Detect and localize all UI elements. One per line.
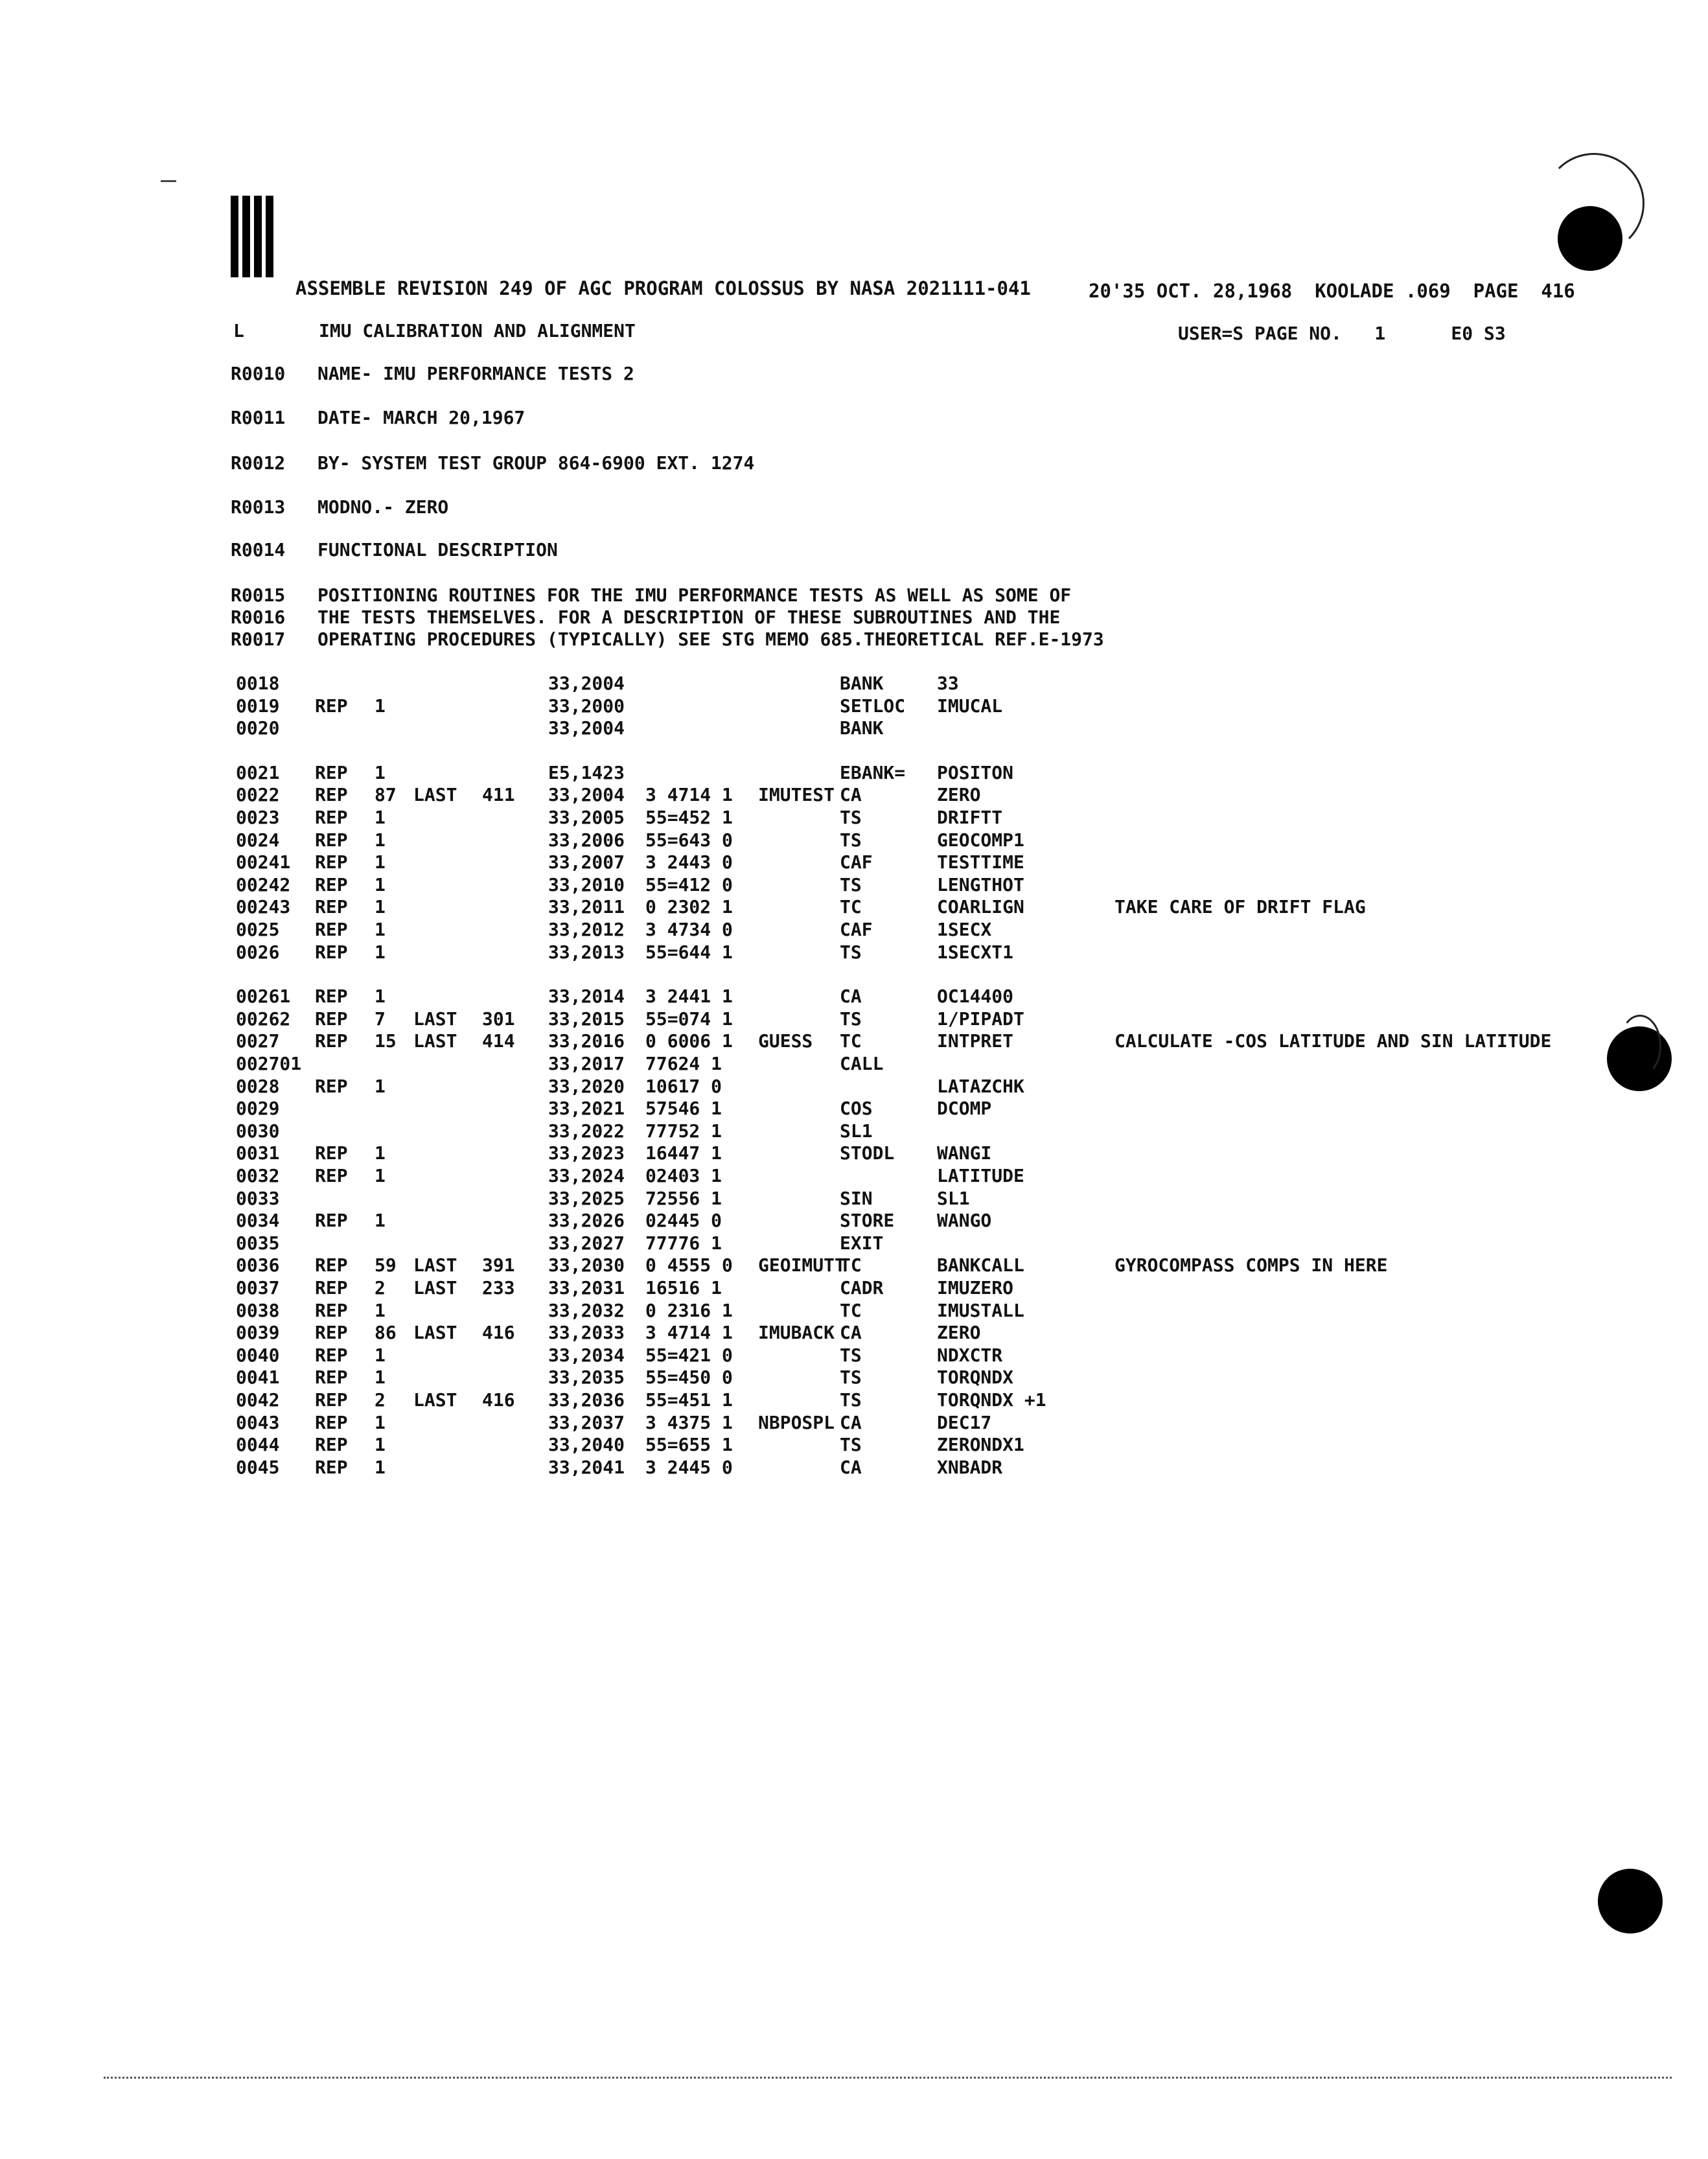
listing-addr: 33,2025 xyxy=(548,1187,625,1209)
listing-addr: 33,2005 xyxy=(548,807,625,828)
listing-code: 0 4555 0 xyxy=(645,1254,733,1276)
listing-num: 1 xyxy=(375,829,386,851)
listing-operand: ZERO xyxy=(937,1322,981,1344)
listing-row xyxy=(0,1322,1708,1344)
section-title: IMU CALIBRATION AND ALIGNMENT xyxy=(319,320,636,341)
listing-rep: REP xyxy=(315,941,348,963)
listing-code: 55=452 1 xyxy=(645,807,733,828)
listing-row xyxy=(0,1142,1708,1164)
listing-op: CA xyxy=(840,1456,862,1478)
listing-seq: 0039 xyxy=(236,1322,280,1344)
listing-seq: 00242 xyxy=(236,873,291,895)
remark-text: BY- SYSTEM TEST GROUP 864-6900 EXT. 1274 xyxy=(317,452,755,474)
listing-addr: 33,2034 xyxy=(548,1344,625,1366)
listing-last: LAST xyxy=(413,1322,457,1344)
listing-op: CA xyxy=(840,986,862,1008)
listing-seq: 0029 xyxy=(236,1098,280,1120)
remark-id: R0014 xyxy=(231,539,286,560)
listing-comment: TAKE CARE OF DRIFT FLAG xyxy=(1114,896,1366,918)
listing-label: IMUTEST xyxy=(758,784,835,806)
remark-text: MODNO.- ZERO xyxy=(317,496,449,518)
listing-addr: 33,2010 xyxy=(548,873,625,895)
listing-operand: BANKCALL xyxy=(937,1254,1024,1276)
listing-rep: REP xyxy=(315,1299,348,1321)
listing-addr: 33,2014 xyxy=(548,986,625,1008)
listing-op: SIN xyxy=(840,1187,873,1209)
listing-op: TS xyxy=(840,1389,862,1411)
listing-rep: REP xyxy=(315,1075,348,1097)
listing-seq: 0022 xyxy=(236,784,280,806)
listing-code: 3 4714 1 xyxy=(645,1322,733,1344)
listing-row xyxy=(0,1120,1708,1142)
listing-seq: 002701 xyxy=(236,1053,302,1074)
listing-op: TS xyxy=(840,829,862,851)
listing-seq: 0026 xyxy=(236,941,280,963)
listing-row xyxy=(0,1412,1708,1434)
listing-operand: LENGTHOT xyxy=(937,873,1024,895)
listing-lastnum: 416 xyxy=(482,1322,515,1344)
listing-seq: 00261 xyxy=(236,986,291,1008)
listing-lastnum: 391 xyxy=(482,1254,515,1276)
listing-addr: 33,2012 xyxy=(548,919,625,940)
listing-row xyxy=(0,896,1708,918)
listing-last: LAST xyxy=(413,1277,457,1299)
listing-row xyxy=(0,1030,1708,1052)
listing-code: 02403 1 xyxy=(645,1165,722,1186)
listing-rep: REP xyxy=(315,761,348,783)
listing-last: LAST xyxy=(413,1008,457,1030)
listing-code: 0 2316 1 xyxy=(645,1299,733,1321)
listing-lastnum: 416 xyxy=(482,1389,515,1411)
listing-addr: 33,2022 xyxy=(548,1120,625,1142)
listing-num: 2 xyxy=(375,1389,386,1411)
remark-id: R0013 xyxy=(231,496,286,518)
listing-op: CALL xyxy=(840,1053,884,1074)
listing-row xyxy=(0,1367,1708,1389)
listing-rep: REP xyxy=(315,1344,348,1366)
listing-row xyxy=(0,1008,1708,1030)
listing-code: 55=655 1 xyxy=(645,1434,733,1456)
listing-op: STORE xyxy=(840,1210,895,1232)
listing-addr: 33,2013 xyxy=(548,941,625,963)
listing-operand: DCOMP xyxy=(937,1098,992,1120)
listing-op: TS xyxy=(840,873,862,895)
listing-op: EXIT xyxy=(840,1232,884,1254)
listing-seq: 0045 xyxy=(236,1456,280,1478)
description-id: R0017 xyxy=(231,629,286,650)
listing-num: 1 xyxy=(375,1344,386,1366)
listing-addr: 33,2037 xyxy=(548,1411,625,1433)
listing-row xyxy=(0,673,1708,695)
listing-op: TS xyxy=(840,807,862,828)
listing-rep: REP xyxy=(315,986,348,1008)
listing-seq: 0037 xyxy=(236,1277,280,1299)
listing-seq: 0028 xyxy=(236,1075,280,1097)
listing-label: NBPOSPL xyxy=(758,1411,835,1433)
listing-code: 3 2441 1 xyxy=(645,986,733,1008)
listing-operand: TORQNDX xyxy=(937,1367,1014,1389)
listing-operand: DEC17 xyxy=(937,1411,992,1433)
listing-num: 1 xyxy=(375,941,386,963)
listing-rep: REP xyxy=(315,1456,348,1478)
listing-code: 02445 0 xyxy=(645,1210,722,1232)
listing-code: 3 4375 1 xyxy=(645,1411,733,1433)
listing-seq: 0035 xyxy=(236,1232,280,1254)
listing-seq: 0021 xyxy=(236,761,280,783)
listing-num: 59 xyxy=(375,1254,397,1276)
listing-addr: 33,2004 xyxy=(548,673,625,694)
listing-num: 15 xyxy=(375,1030,397,1052)
listing-code: 55=412 0 xyxy=(645,873,733,895)
listing-last: LAST xyxy=(413,1254,457,1276)
listing-code: 77752 1 xyxy=(645,1120,722,1142)
listing-operand: LATITUDE xyxy=(937,1165,1024,1186)
listing-num: 1 xyxy=(375,695,386,717)
listing-operand: 1SECX xyxy=(937,919,992,940)
listing-code: 0 2302 1 xyxy=(645,896,733,918)
listing-code: 55=421 0 xyxy=(645,1344,733,1366)
listing-last: LAST xyxy=(413,1030,457,1052)
listing-op: BANK xyxy=(840,717,884,739)
listing-last: LAST xyxy=(413,784,457,806)
listing-addr: 33,2041 xyxy=(548,1456,625,1478)
listing-operand: INTPRET xyxy=(937,1030,1014,1052)
listing-seq: 00243 xyxy=(236,896,291,918)
listing-rep: REP xyxy=(315,1277,348,1299)
listing-addr: 33,2040 xyxy=(548,1434,625,1456)
listing-num: 1 xyxy=(375,1411,386,1433)
listing-seq: 0044 xyxy=(236,1434,280,1456)
listing-addr: 33,2016 xyxy=(548,1030,625,1052)
listing-operand: TORQNDX +1 xyxy=(937,1389,1046,1411)
listing-op: TS xyxy=(840,1367,862,1389)
listing-row xyxy=(0,1389,1708,1411)
listing-row xyxy=(0,1277,1708,1299)
listing-rep: REP xyxy=(315,851,348,873)
listing-num: 1 xyxy=(375,1434,386,1456)
remark-id: R0012 xyxy=(231,452,286,474)
listing-code: 55=074 1 xyxy=(645,1008,733,1030)
listing-seq: 0034 xyxy=(236,1210,280,1232)
listing-num: 87 xyxy=(375,784,397,806)
listing-code: 55=451 1 xyxy=(645,1389,733,1411)
listing-op: TC xyxy=(840,896,862,918)
section-mark: L xyxy=(233,320,244,341)
listing-operand: POSITON xyxy=(937,761,1014,783)
listing-row xyxy=(0,941,1708,964)
listing-row xyxy=(0,829,1708,851)
listing-num: 1 xyxy=(375,1075,386,1097)
description-id: R0015 xyxy=(231,584,286,606)
listing-operand: ZERONDX1 xyxy=(937,1434,1024,1456)
listing-rep: REP xyxy=(315,873,348,895)
listing-seq: 0033 xyxy=(236,1187,280,1209)
listing-op: TS xyxy=(840,1344,862,1366)
listing-rep: REP xyxy=(315,919,348,940)
listing-seq: 00262 xyxy=(236,1008,291,1030)
listing-op: CAF xyxy=(840,851,873,873)
listing-num: 1 xyxy=(375,761,386,783)
listing-addr: 33,2000 xyxy=(548,695,625,717)
listing-addr: 33,2021 xyxy=(548,1098,625,1120)
listing-addr: 33,2006 xyxy=(548,829,625,851)
listing-num: 86 xyxy=(375,1322,397,1344)
listing-row xyxy=(0,1053,1708,1075)
listing-addr: 33,2017 xyxy=(548,1053,625,1074)
listing-row xyxy=(0,986,1708,1008)
listing-addr: 33,2020 xyxy=(548,1075,625,1097)
listing-label: GEOIMUTT xyxy=(758,1254,846,1276)
listing-operand: ZERO xyxy=(937,784,981,806)
listing-code: 55=644 1 xyxy=(645,941,733,963)
description-text: OPERATING PROCEDURES (TYPICALLY) SEE STG MEMO 685.THEORETICAL REF.E-1973 xyxy=(317,629,1104,650)
listing-addr: 33,2026 xyxy=(548,1210,625,1232)
listing-row xyxy=(0,851,1708,873)
listing-op: CADR xyxy=(840,1277,884,1299)
listing-addr: 33,2023 xyxy=(548,1142,625,1164)
listing-rep: REP xyxy=(315,784,348,806)
listing-row xyxy=(0,1434,1708,1456)
listing-code: 10617 0 xyxy=(645,1075,722,1097)
listing-code: 72556 1 xyxy=(645,1187,722,1209)
listing-seq: 00241 xyxy=(236,851,291,873)
listing-seq: 0038 xyxy=(236,1299,280,1321)
listing-operand: XNBADR xyxy=(937,1456,1003,1478)
listing-row xyxy=(0,807,1708,829)
listing-seq: 0027 xyxy=(236,1030,280,1052)
listing-seq: 0025 xyxy=(236,919,280,940)
listing-operand: NDXCTR xyxy=(937,1344,1003,1366)
listing-num: 2 xyxy=(375,1277,386,1299)
listing-op: CAF xyxy=(840,919,873,940)
listing-addr: 33,2032 xyxy=(548,1299,625,1321)
listing-addr: 33,2007 xyxy=(548,851,625,873)
listing-addr: 33,2011 xyxy=(548,896,625,918)
listing-seq: 0031 xyxy=(236,1142,280,1164)
listing-code: 55=643 0 xyxy=(645,829,733,851)
listing-row xyxy=(0,762,1708,784)
listing-addr: 33,2033 xyxy=(548,1322,625,1344)
listing-addr: 33,2015 xyxy=(548,1008,625,1030)
header-timestamp: 20'35 OCT. 28,1968 KOOLADE .069 PAGE 416 xyxy=(1089,280,1575,302)
listing-row xyxy=(0,1165,1708,1187)
listing-addr: 33,2036 xyxy=(548,1389,625,1411)
listing-num: 1 xyxy=(375,1456,386,1478)
listing-operand: IMUCAL xyxy=(937,695,1003,717)
description-text: THE TESTS THEMSELVES. FOR A DESCRIPTION OF THESE SUBROUTINES AND THE xyxy=(317,606,1061,628)
listing-operand: DRIFTT xyxy=(937,807,1003,828)
listing-row xyxy=(0,1188,1708,1210)
listing-op: SETLOC xyxy=(840,695,906,717)
remark-text: NAME- IMU PERFORMANCE TESTS 2 xyxy=(317,363,634,384)
listing-num: 1 xyxy=(375,1367,386,1389)
listing-op: EBANK= xyxy=(840,761,906,783)
description-id: R0016 xyxy=(231,606,286,628)
listing-operand: IMUZERO xyxy=(937,1277,1014,1299)
listing-code: 3 4714 1 xyxy=(645,784,733,806)
listing-num: 7 xyxy=(375,1008,386,1030)
listing-addr: 33,2004 xyxy=(548,717,625,739)
listing-lastnum: 233 xyxy=(482,1277,515,1299)
listing-num: 1 xyxy=(375,986,386,1008)
listing-lastnum: 414 xyxy=(482,1030,515,1052)
listing-seq: 0036 xyxy=(236,1254,280,1276)
listing-last: LAST xyxy=(413,1389,457,1411)
listing-op: TS xyxy=(840,1434,862,1456)
listing-rep: REP xyxy=(315,829,348,851)
listing-rep: REP xyxy=(315,1434,348,1456)
listing-rep: REP xyxy=(315,1210,348,1232)
listing-seq: 0024 xyxy=(236,829,280,851)
listing-op: COS xyxy=(840,1098,873,1120)
listing-lastnum: 301 xyxy=(482,1008,515,1030)
listing-rep: REP xyxy=(315,1008,348,1030)
listing-operand: 33 xyxy=(937,673,959,694)
listing-addr: 33,2031 xyxy=(548,1277,625,1299)
listing-row xyxy=(0,1098,1708,1120)
listing-operand: 1/PIPADT xyxy=(937,1008,1024,1030)
listing-code: 3 2445 0 xyxy=(645,1456,733,1478)
listing-addr: 33,2004 xyxy=(548,784,625,806)
listing-num: 1 xyxy=(375,873,386,895)
listing-addr: 33,2030 xyxy=(548,1254,625,1276)
listing-op: CA xyxy=(840,784,862,806)
listing-operand: COARLIGN xyxy=(937,896,1024,918)
listing-operand: SL1 xyxy=(937,1187,970,1209)
listing-code: 0 6006 1 xyxy=(645,1030,733,1052)
listing-code: 3 4734 0 xyxy=(645,919,733,940)
listing-operand: WANGI xyxy=(937,1142,992,1164)
listing-num: 1 xyxy=(375,851,386,873)
listing-rep: REP xyxy=(315,695,348,717)
listing-op: TS xyxy=(840,941,862,963)
listing-seq: 0030 xyxy=(236,1120,280,1142)
listing-op: STODL xyxy=(840,1142,895,1164)
listing-addr: 33,2035 xyxy=(548,1367,625,1389)
listing-rep: REP xyxy=(315,1254,348,1276)
listing-seq: 0032 xyxy=(236,1165,280,1186)
listing-seq: 0018 xyxy=(236,673,280,694)
listing-op: TC xyxy=(840,1299,862,1321)
listing-operand: WANGO xyxy=(937,1210,992,1232)
listing-row xyxy=(0,717,1708,739)
listing-row xyxy=(0,1457,1708,1479)
listing-op: TC xyxy=(840,1254,862,1276)
listing-operand: TESTTIME xyxy=(937,851,1024,873)
remark-id: R0011 xyxy=(231,407,286,428)
listing-addr: E5,1423 xyxy=(548,761,625,783)
listing-rep: REP xyxy=(315,1030,348,1052)
listing-rep: REP xyxy=(315,1142,348,1164)
listing-num: 1 xyxy=(375,919,386,940)
remark-text: DATE- MARCH 20,1967 xyxy=(317,407,525,428)
listing-row xyxy=(0,695,1708,717)
listing-row xyxy=(0,1300,1708,1322)
listing-num: 1 xyxy=(375,1299,386,1321)
remark-id: R0010 xyxy=(231,363,286,384)
remark-text: FUNCTIONAL DESCRIPTION xyxy=(317,539,558,560)
listing-seq: 0040 xyxy=(236,1344,280,1366)
listing-num: 1 xyxy=(375,896,386,918)
listing-seq: 0041 xyxy=(236,1367,280,1389)
listing-row xyxy=(0,784,1708,806)
listing-seq: 0019 xyxy=(236,695,280,717)
listing-row xyxy=(0,1076,1708,1098)
listing-op: BANK xyxy=(840,673,884,694)
listing-op: CA xyxy=(840,1322,862,1344)
listing-label: IMUBACK xyxy=(758,1322,835,1344)
listing-rep: REP xyxy=(315,1389,348,1411)
listing-code: 16447 1 xyxy=(645,1142,722,1164)
listing-lastnum: 411 xyxy=(482,784,515,806)
listing-op: CA xyxy=(840,1411,862,1433)
listing-operand: IMUSTALL xyxy=(937,1299,1024,1321)
listing-num: 1 xyxy=(375,1165,386,1186)
listing-operand: 1SECXT1 xyxy=(937,941,1014,963)
listing-rep: REP xyxy=(315,1322,348,1344)
listing-num: 1 xyxy=(375,1142,386,1164)
listing-code: 77776 1 xyxy=(645,1232,722,1254)
listing-row xyxy=(0,1345,1708,1367)
listing-row xyxy=(0,1210,1708,1232)
listing-comment: GYROCOMPASS COMPS IN HERE xyxy=(1114,1254,1388,1276)
description-text: POSITIONING ROUTINES FOR THE IMU PERFORMANCE TESTS AS WELL AS SOME OF xyxy=(317,584,1072,606)
user-page-number: USER=S PAGE NO. 1 E0 S3 xyxy=(1178,323,1506,344)
listing-seq: 0020 xyxy=(236,717,280,739)
listing-code: 77624 1 xyxy=(645,1053,722,1074)
listing-code: 3 2443 0 xyxy=(645,851,733,873)
listing-operand: GEOCOMP1 xyxy=(937,829,1024,851)
listing-addr: 33,2024 xyxy=(548,1165,625,1186)
listing-rep: REP xyxy=(315,1165,348,1186)
listing-rep: REP xyxy=(315,1411,348,1433)
listing-row xyxy=(0,874,1708,896)
listing-num: 1 xyxy=(375,807,386,828)
listing-op: TS xyxy=(840,1008,862,1030)
listing-seq: 0023 xyxy=(236,807,280,828)
listing-row xyxy=(0,1232,1708,1254)
listing-label: GUESS xyxy=(758,1030,813,1052)
listing-rep: REP xyxy=(315,807,348,828)
header-title: ASSEMBLE REVISION 249 OF AGC PROGRAM COLOSSUS BY NASA 2021111-041 xyxy=(295,277,1031,299)
listing-rep: REP xyxy=(315,896,348,918)
listing-code: 57546 1 xyxy=(645,1098,722,1120)
listing-row xyxy=(0,1254,1708,1276)
listing-operand: OC14400 xyxy=(937,986,1014,1008)
listing-num: 1 xyxy=(375,1210,386,1232)
listing-comment: CALCULATE -COS LATITUDE AND SIN LATITUDE xyxy=(1114,1030,1552,1052)
listing-seq: 0042 xyxy=(236,1389,280,1411)
listing-rep: REP xyxy=(315,1367,348,1389)
listing-op: TC xyxy=(840,1030,862,1052)
listing-row xyxy=(0,919,1708,941)
listing-code: 55=450 0 xyxy=(645,1367,733,1389)
listing-code: 16516 1 xyxy=(645,1277,722,1299)
listing-operand: LATAZCHK xyxy=(937,1075,1024,1097)
listing-addr: 33,2027 xyxy=(548,1232,625,1254)
listing-seq: 0043 xyxy=(236,1411,280,1433)
listing-op: SL1 xyxy=(840,1120,873,1142)
